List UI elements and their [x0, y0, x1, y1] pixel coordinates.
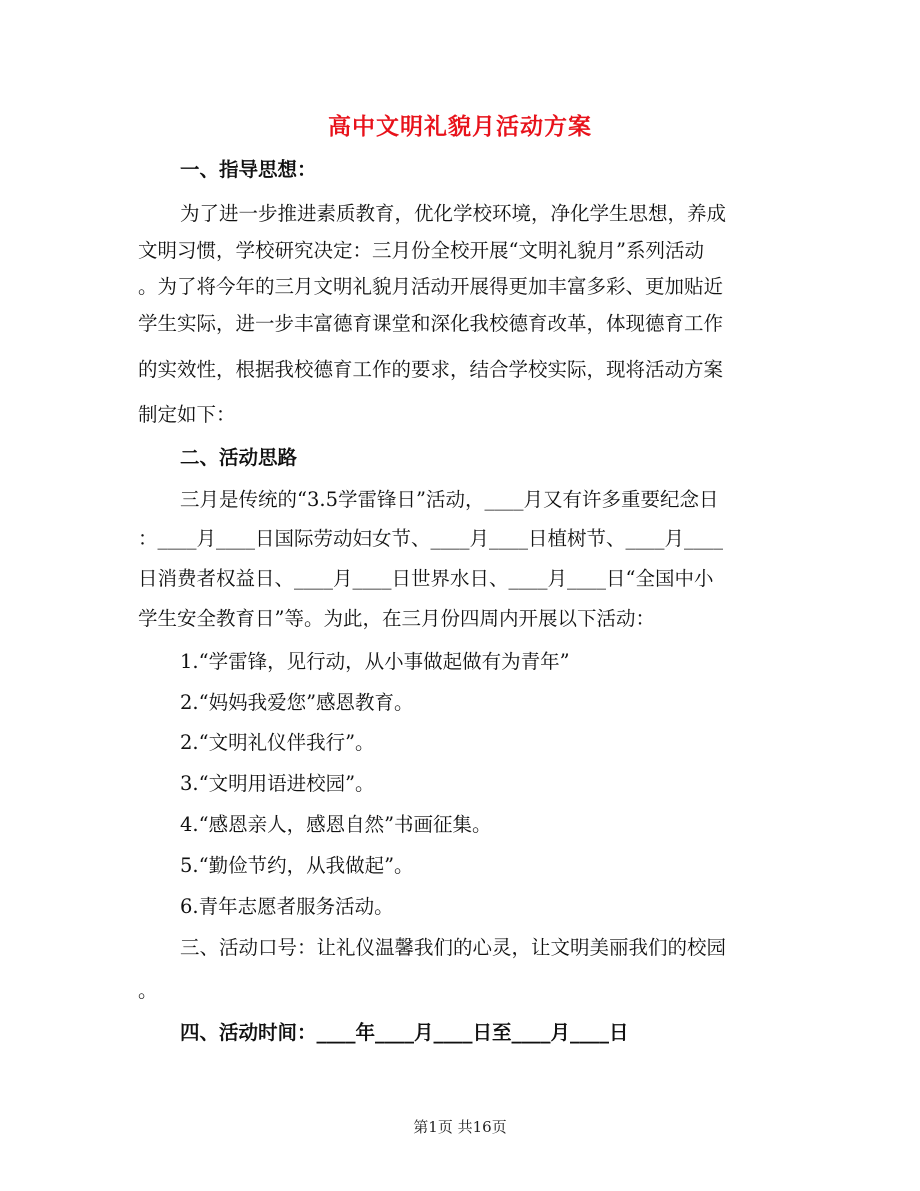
activity-list-item: 6.青年志愿者服务活动。	[180, 895, 394, 918]
section-slogan-line: 三、活动口号：让礼仪温馨我们的心灵，让文明美丽我们的校园	[180, 936, 727, 959]
section-heading-guiding-thought: 一、指导思想：	[180, 158, 317, 181]
paragraph-line: ：____月____日国际劳动妇女节、____月____日植树节、____月____	[138, 527, 724, 550]
paragraph-line: 的实效性，根据我校德育工作的要求，结合学校实际，现将活动方案	[138, 358, 724, 381]
activity-list-item: 3.“文明用语进校园”。	[180, 772, 375, 795]
paragraph-line: 为了进一步推进素质教育，优化学校环境，净化学生思想，养成	[180, 202, 727, 225]
paragraph-line: 学生安全教育日”等。为此，在三月份四周内开展以下活动：	[138, 607, 655, 630]
activity-list-item: 4.“感恩亲人，感恩自然”书画征集。	[180, 813, 492, 836]
document-title: 高中文明礼貌月活动方案	[328, 113, 592, 140]
page-number-footer: 第1页 共16页	[413, 1118, 507, 1136]
activity-list-item: 5.“勤俭节约，从我做起”。	[180, 854, 414, 877]
activity-list-item: 2.“文明礼仪伴我行”。	[180, 731, 375, 754]
activity-list-item: 1.“学雷锋，见行动，从小事做起做有为青年”	[180, 650, 570, 673]
paragraph-line: 日消费者权益日、____月____日世界水日、____月____日“全国中小	[138, 567, 714, 590]
section-slogan-line: 。	[138, 979, 158, 1002]
paragraph-line: 。为了将今年的三月文明礼貌月活动开展得更加丰富多彩、更加贴近	[138, 275, 724, 298]
section-heading-activity-ideas: 二、活动思路	[180, 446, 298, 469]
paragraph-line: 学生实际，进一步丰富德育课堂和深化我校德育改革，体现德育工作	[138, 312, 724, 335]
paragraph-line: 制定如下：	[138, 403, 236, 426]
activity-list-item: 2.“妈妈我爱您”感恩教育。	[180, 691, 414, 714]
paragraph-line: 三月是传统的“3.5学雷锋日”活动，____月又有许多重要纪念日	[180, 488, 719, 511]
section-heading-activity-time: 四、活动时间：____年____月____日至____月____日	[180, 1021, 629, 1044]
paragraph-line: 文明习惯，学校研究决定：三月份全校开展“文明礼貌月”系列活动	[138, 239, 704, 262]
